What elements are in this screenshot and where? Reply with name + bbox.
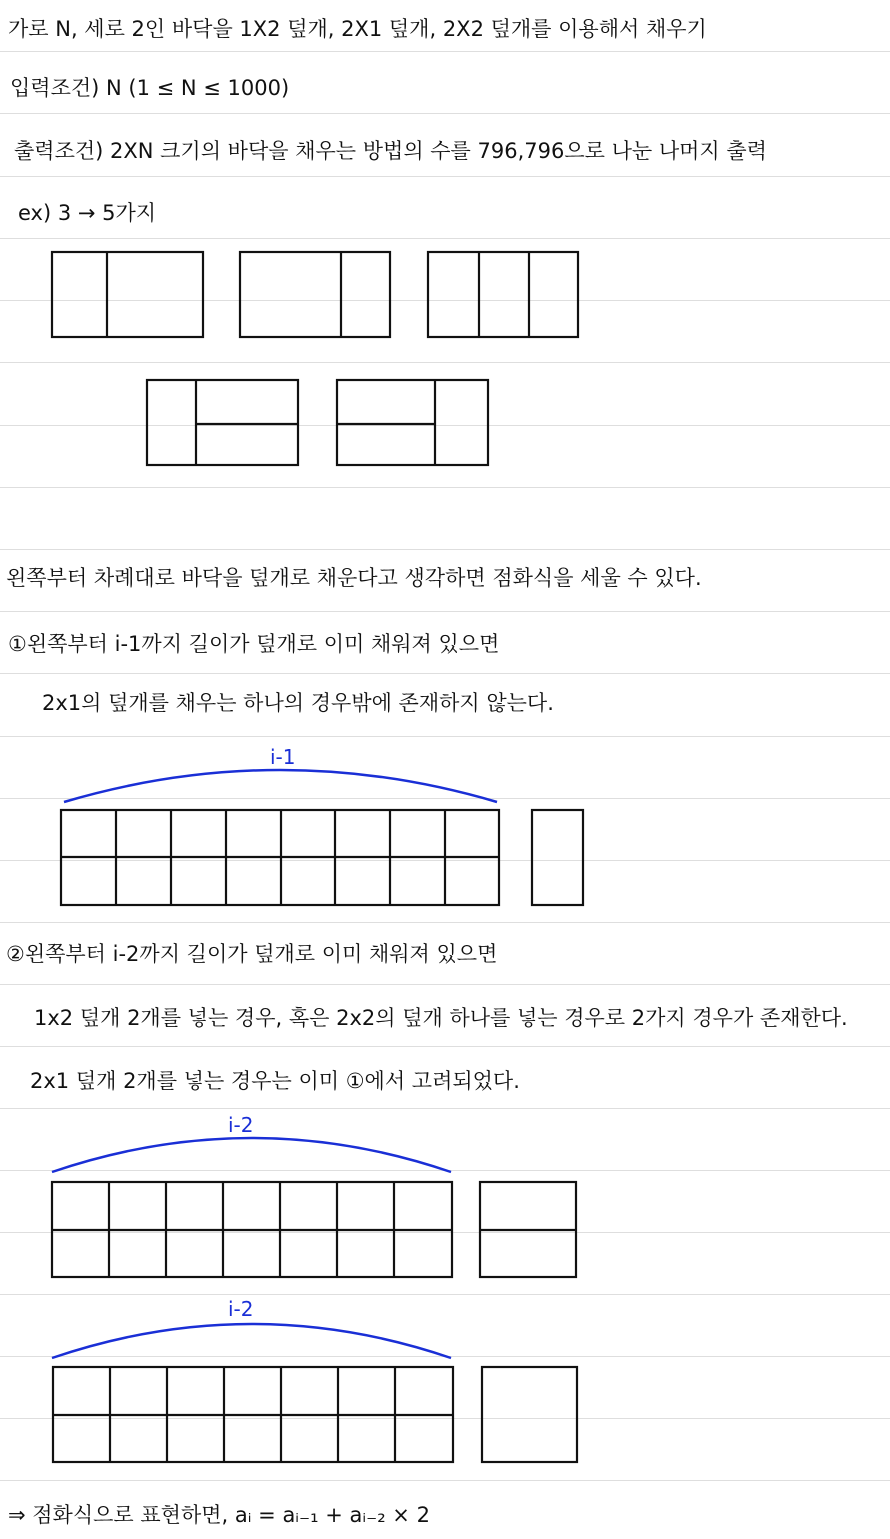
example-line: ex) 3 → 5가지 bbox=[18, 201, 157, 225]
example-tiling-1 bbox=[52, 252, 203, 337]
input-condition: 입력조건) N (1 ≤ N ≤ 1000) bbox=[10, 76, 290, 100]
filled-grid-i-minus-1 bbox=[61, 810, 499, 905]
case-two-detail: 1x2 덮개 2개를 넣는 경우, 혹은 2x2의 덮개 하나를 넣는 경우로 2가지 경우가 존재한다. bbox=[34, 1006, 848, 1030]
vertical-2x1-tile bbox=[532, 810, 583, 905]
brace-arc-i-minus-1 bbox=[64, 770, 497, 802]
brace-arc-i-minus-2-bottom bbox=[52, 1324, 451, 1358]
filled-grid-i-minus-2-top bbox=[52, 1182, 452, 1277]
case-two-heading: ②왼쪽부터 i-2까지 길이가 덮개로 이미 채워져 있으면 bbox=[6, 942, 498, 966]
filled-grid-i-minus-2-bottom bbox=[53, 1367, 453, 1462]
output-condition: 출력조건) 2XN 크기의 바닥을 채우는 방법의 수를 796,796으로 나눈 나머지 출력 bbox=[14, 139, 767, 163]
case-two-note: 2x1 덮개 2개를 넣는 경우는 이미 ①에서 고려되었다. bbox=[30, 1069, 520, 1093]
problem-statement: 가로 N, 세로 2인 바닥을 1X2 덮개, 2X1 덮개, 2X2 덮개를 이용해서 채우기 bbox=[8, 17, 707, 41]
case-one-detail: 2x1의 덮개를 채우는 하나의 경우밖에 존재하지 않는다. bbox=[42, 691, 554, 715]
label-i-minus-2-bottom: i-2 bbox=[228, 1297, 254, 1321]
square-2x2-tile bbox=[482, 1367, 577, 1462]
recurrence-formula: ⇒ 점화식으로 표현하면, aᵢ = aᵢ₋₁ + aᵢ₋₂ × 2 bbox=[8, 1503, 430, 1527]
case-one-heading: ①왼쪽부터 i-1까지 길이가 덮개로 이미 채워져 있으면 bbox=[8, 632, 500, 656]
label-i-minus-1: i-1 bbox=[270, 745, 296, 769]
example-tiling-3 bbox=[428, 252, 578, 337]
brace-arc-i-minus-2-top bbox=[52, 1138, 451, 1172]
explanation-intro: 왼쪽부터 차례대로 바닥을 덮개로 채운다고 생각하면 점화식을 세울 수 있다. bbox=[6, 566, 702, 590]
example-tiling-4 bbox=[147, 380, 298, 465]
two-horizontal-1x2-tiles bbox=[480, 1182, 576, 1277]
example-tiling-2 bbox=[240, 252, 390, 337]
example-tiling-5 bbox=[337, 380, 488, 465]
label-i-minus-2-top: i-2 bbox=[228, 1113, 254, 1137]
